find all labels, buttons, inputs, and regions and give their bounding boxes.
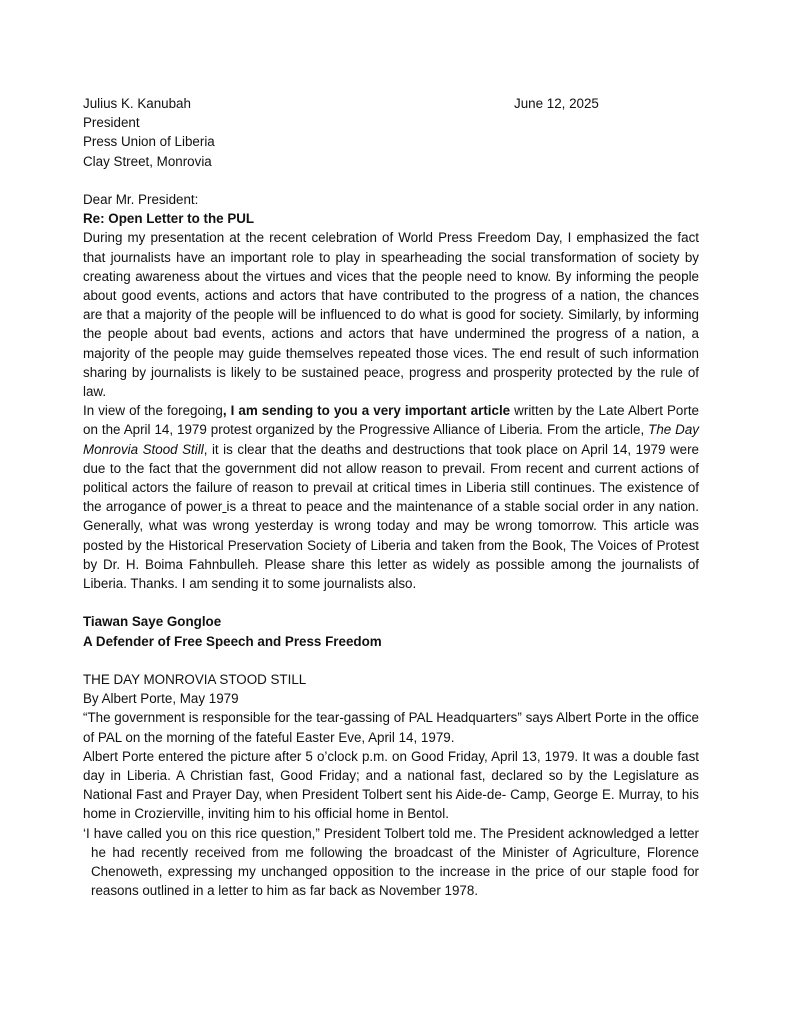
sender-name: Julius K. Kanubah — [83, 96, 191, 111]
letter-header — [83, 94, 699, 113]
address-line: Clay Street, Monrovia — [83, 153, 212, 169]
address-line: Press Union of Liberia — [83, 134, 215, 150]
spacer — [83, 593, 699, 612]
paragraph-text: , it is clear that the deaths and destructions that took place on April 14, 1979 were due to the fact that the government did not allow reason to prevail. From recent and current actions of political actors the failure of reason to prevail at critical times in Liberia still continues. The existence of the arrogance of power — [83, 441, 699, 515]
spacer — [83, 651, 699, 670]
article-paragraph-3: ‘I have called you on this rice question,” President Tolbert told me. The President acknowledged a letter he had recently received from me following the broadcast of the Minister of Agriculture, Florence Chenoweth, expressing my unchanged opposition to the increase in the price of our staple food for reasons outlined in a letter to him as far back as November 1978. — [83, 825, 699, 899]
paragraph-text: In view of the foregoing — [83, 403, 223, 419]
article-paragraph-2: Albert Porte entered the picture after 5 o’clock p.m. on Good Friday, April 13, 1979. It was a double fast day in Liberia. A Christian fast, Good Friday; and a national fast, declared so by the Legislature as National Fast and Prayer Day, when President Tolbert sent his Aide-de- Camp, George E. Murray, to his home in Crozierville, inviting him to his official home in Bentol. — [83, 748, 699, 822]
letter-paragraph-1: During my presentation at the recent celebration of World Press Freedom Day, I emphasized the fact that journalists have an important role to play in spearheading the social transformation of society by creating awareness about the virtues and vices that the people need to know. By informing the people about good events, actions and actors that have contributed to the progress of a nation, the chances are that a majority of the people will be influenced to do what is good for society. Similarly, by informing the people about bad events, actions and actors that have undermined the progress of a nation, a majority of the people may guide themselves repeated those vices. The end result of such information sharing by journalists is likely to be sustained peace, progress and prosperity protected by the rule of law. — [83, 230, 699, 400]
signature-title: A Defender of Free Speech and Press Freedom — [83, 633, 382, 649]
paragraph-text: is a threat to peace and the maintenance of a stable social order in any nation. Generally, what was wrong yesterday is wrong today and may be wrong tomorrow. This article was posted by the Historical Preservation Society of Liberia and taken from the Book, The Voices of Protest by Dr. H. Boima Fahnbulleh. Please share this letter as widely as possible among the journalists of Liberia. Thanks. I am sending it to some journalists also. — [83, 499, 699, 592]
salutation: Dear Mr. President: — [83, 191, 199, 207]
letter-date: June 12, 2025 — [514, 96, 599, 111]
signature-name: Tiawan Saye Gongloe — [83, 614, 222, 630]
article-paragraph-1: “The government is responsible for the tear-gassing of PAL Headquarters” says Albert Porte in the office of PAL on the morning of the fateful Easter Eve, April 14, 1979. — [83, 710, 699, 745]
article-byline: By Albert Porte, May 1979 — [83, 691, 239, 707]
paragraph-bold-text: , I am sending to you a very important article — [222, 403, 511, 419]
address-line: President — [83, 115, 140, 131]
document-page — [83, 94, 699, 900]
spacer — [83, 171, 699, 190]
paragraph-text: written by the Late Albert Porte on the April 14, 1979 protest organized by the Progressive Alliance of Liberia. From the article, — [83, 403, 699, 438]
letter-paragraph-2 — [83, 401, 699, 593]
article-title: THE DAY MONROVIA STOOD STILL — [83, 672, 307, 688]
letter-subject: Re: Open Letter to the PUL — [83, 211, 255, 227]
article-title-reference: The Day Monrovia Stood Still — [83, 422, 699, 457]
